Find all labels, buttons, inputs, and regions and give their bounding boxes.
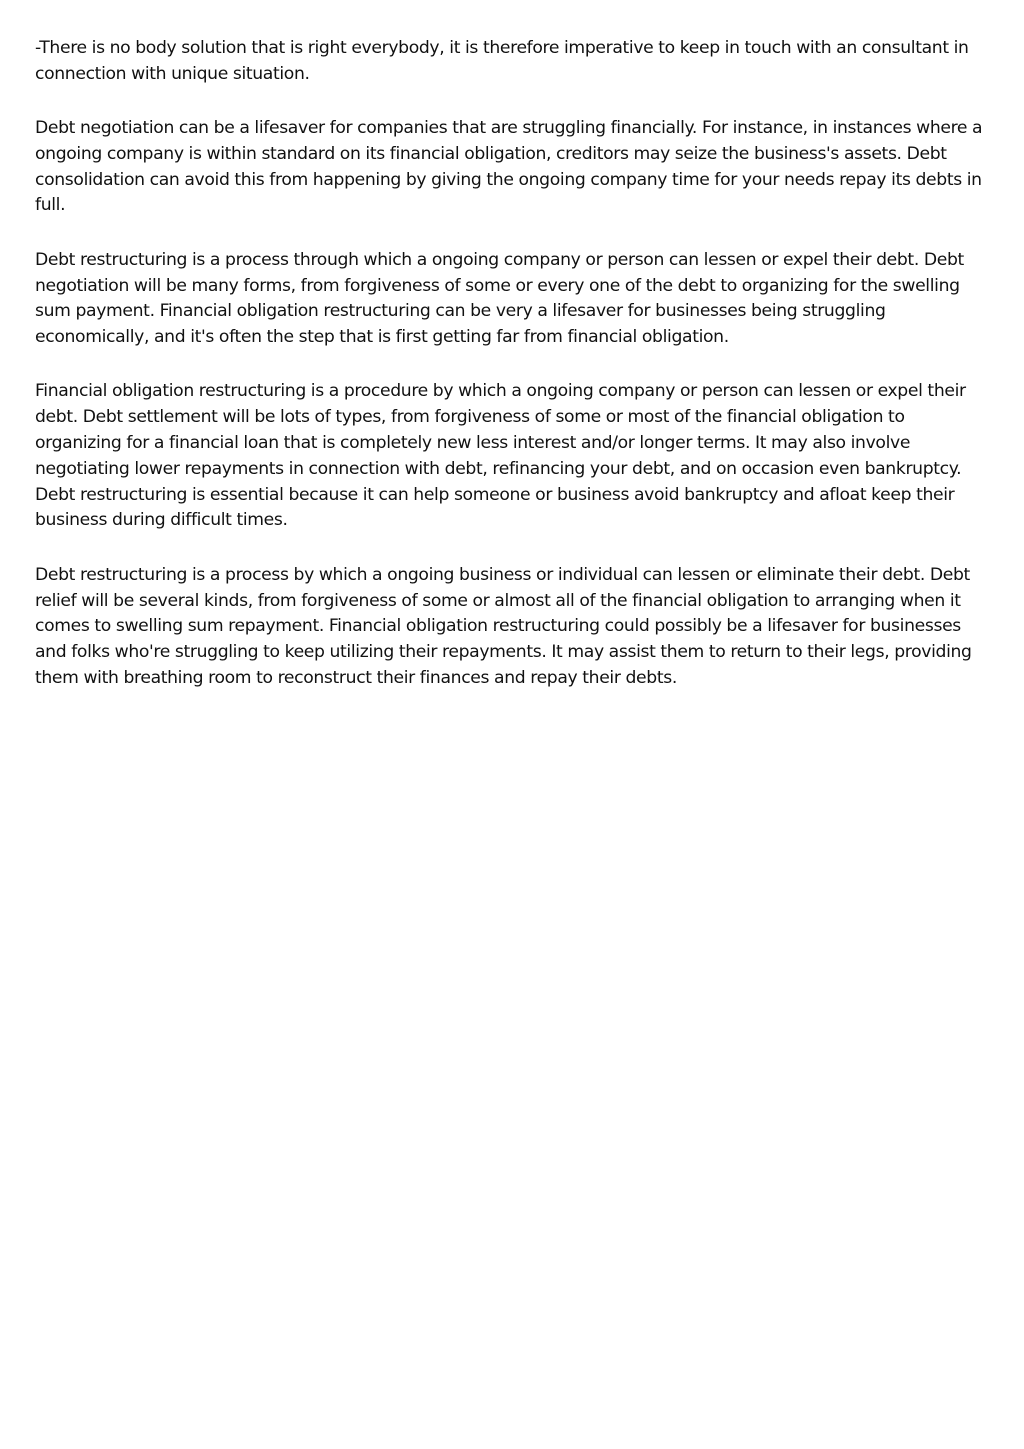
paragraph-consultant-advice: -There is no body solution that is right everybody, it is therefore imperative to keep in touch with an consultant in connection with unique situation. (35, 38, 969, 84)
paragraph-restructuring-relief: Debt restructuring is a process by which a ongoing business or individual can lessen or eliminate their debt. Debt relief will be several kinds, from forgiveness of some or almost all of the financial obligation to arranging when it comes to swelling sum repayment. Financial obligation restructuring could possibly be a lifesaver for businesses and folks who're struggling to keep utilizing their repayments. It may assist them to return to their legs, providing them with breathing room to reconstruct their finances and repay their debts. (35, 564, 972, 688)
paragraph-restructuring-process: Debt restructuring is a process through which a ongoing company or person can lessen or expel their debt. Debt negotiation will be many forms, from forgiveness of some or every one of the debt to organizing for the swelling sum payment. Financial obligation restructuring can be very a lifesaver for businesses being struggling economically, and it's often the step that is first getting far from financial obligation. (35, 249, 964, 348)
paragraph-debt-negotiation: Debt negotiation can be a lifesaver for companies that are struggling financially. For instance, in instances where a ongoing company is within standard on its financial obligation, creditors may seize the business's assets. Debt consolidation can avoid this from happening by giving the ongoing company time for your needs repay its debts in full. (35, 118, 983, 216)
paragraph-restructuring-procedure: Financial obligation restructuring is a procedure by which a ongoing company or person can lessen or expel their debt. Debt settlement will be lots of types, from forgiveness of some or most of the financial obligation to organizing for a financial loan that is completely new less interest and/or longer terms. It may also involve negotiating lower repayments in connection with debt, refinancing your debt, and on occasion even bankruptcy. Debt restructuring is essential because it can help someone or business avoid bankruptcy and afloat keep their business during difficult times. (35, 381, 966, 531)
